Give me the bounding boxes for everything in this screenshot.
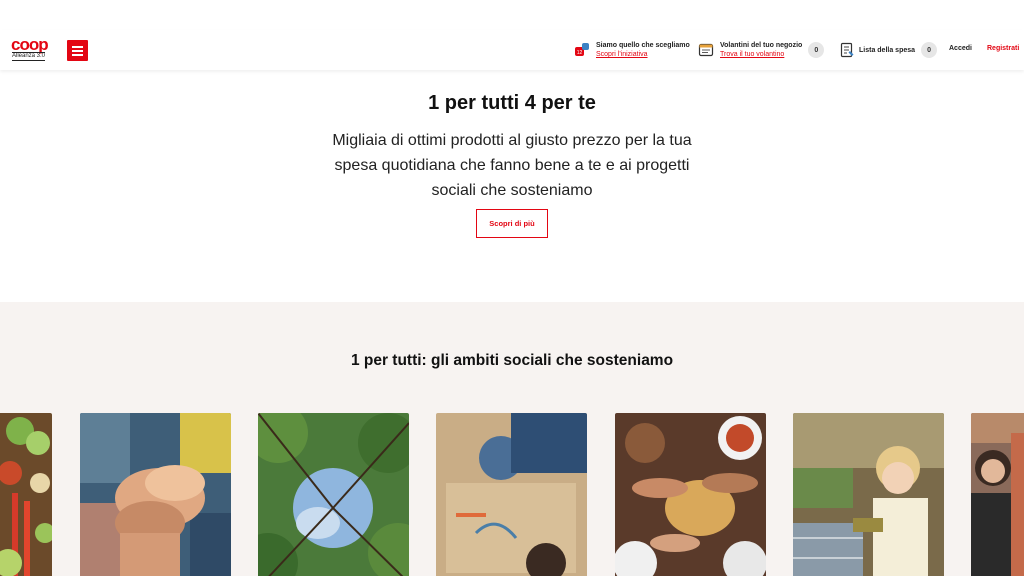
flyers-link[interactable] [698,30,824,70]
logo-word: coop [11,35,48,54]
discover-more-button[interactable]: Scopri di più [476,209,548,238]
children-drawing-photo [436,413,587,576]
shared-meal-photo [615,413,766,576]
flyers-title: Volantini del tuo negozio [720,42,803,49]
register-link[interactable]: Registrati [987,45,1020,52]
section-title: 1 per tutti: gli ambiti sociali che sosteniamo [350,352,674,369]
card-children-drawing[interactable] [436,413,587,576]
menu-line-icon [72,46,83,48]
flyer-icon [698,42,714,58]
hero-title: 1 per tutti 4 per te [428,92,596,114]
card-child-shopping-cart[interactable] [793,413,944,576]
menu-line-icon [72,50,83,52]
shopping-list-count-badge: 0 [921,42,937,58]
initiative-link[interactable] [574,30,690,70]
shopping-list-link[interactable] [839,30,937,70]
logo-subtitle: Alleanza 3.0 [12,53,46,59]
card-woman-supermarket[interactable] [971,413,1024,576]
woman-supermarket-photo [971,413,1024,576]
card-vegetables[interactable] [0,413,52,576]
site-header [0,30,1024,70]
flyers-count-badge: 0 [808,42,824,58]
shopping-list-title: Lista della spesa [859,46,916,54]
vegetables-photo [0,413,52,576]
child-shopping-cart-photo [793,413,944,576]
stacked-hands-photo [80,413,231,576]
card-stacked-hands[interactable] [80,413,231,576]
shopping-list-icon [839,42,855,58]
coop-logo[interactable] [11,37,51,61]
initiative-link-text[interactable]: Scopri l'iniziativa [596,51,648,58]
hero-description: Migliaia di ottimi prodotti al giusto prezzo per la tua spesa quotidiana che fanno bene a te e ai progetti sociali che sosteniamo [332,132,692,199]
trees-sky-photo [258,413,409,576]
flyers-link-text[interactable]: Trova il tuo volantino [720,51,785,58]
initiative-title: Siamo quello che scegliamo [596,42,690,49]
login-link[interactable]: Accedi [949,45,972,52]
menu-line-icon [72,54,83,56]
calendar-badge-icon [574,42,590,58]
hamburger-menu-button[interactable] [67,40,88,61]
svg-text:12: 12 [576,50,583,56]
card-shared-meal[interactable] [615,413,766,576]
card-trees-sky[interactable] [258,413,409,576]
social-areas-section [0,302,1024,576]
